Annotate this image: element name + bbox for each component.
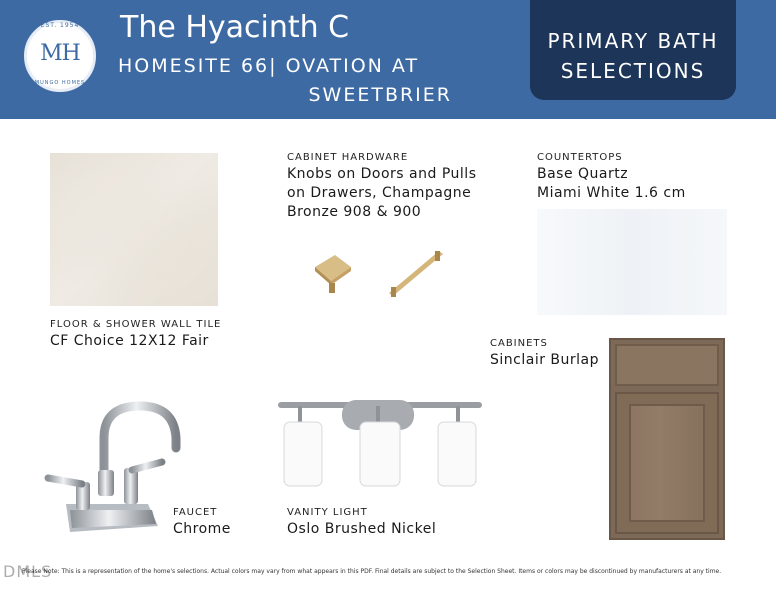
floor-tile-caption: FLOOR & SHOWER WALL TILE (50, 319, 222, 330)
hardware-line-2: on Drawers, Champagne (287, 185, 472, 201)
page-subtitle (118, 52, 452, 110)
logo-est: EST. 1954 (40, 22, 80, 29)
countertops-caption: COUNTERTOPS (537, 152, 623, 163)
page-title: The Hyacinth C (120, 10, 350, 45)
faucet-icon (40, 398, 190, 538)
section-badge-text (530, 26, 736, 86)
quartz-swatch (537, 209, 727, 315)
countertops-line-2: Miami White 1.6 cm (537, 185, 686, 201)
cabinet-drawer (615, 344, 719, 386)
cabinet-door-panel (629, 404, 705, 522)
hardware-line-1: Knobs on Doors and Pulls (287, 166, 477, 182)
disclaimer-note: Please Note: This is a representation of the home's selections. Actual colors may vary from what appears in this PDF. Final details are subject to the Selection Sheet. Items or colors may be discontinued by manufacturers at any time. (22, 568, 722, 575)
cabinets-value: Sinclair Burlap (490, 352, 599, 368)
floor-tile-value: CF Choice 12X12 Fair (50, 333, 209, 349)
logo-brand: MUNGO HOMES (34, 80, 86, 86)
vanity-light-caption: VANITY LIGHT (287, 507, 368, 518)
faucet-value: Chrome (173, 521, 231, 537)
logo-monogram: MH (40, 41, 80, 66)
hardware-line-3: Bronze 908 & 900 (287, 204, 422, 220)
vanity-light-value: Oslo Brushed Nickel (287, 521, 437, 537)
vanity-light-icon (278, 398, 484, 490)
subtitle-line-2: SWEETBRIER (308, 84, 452, 106)
knob-icon (315, 255, 351, 293)
pull-icon (389, 251, 443, 297)
cabinets-caption: CABINETS (490, 338, 548, 349)
hardware-caption: CABINET HARDWARE (287, 152, 409, 163)
hardware-image (305, 245, 455, 305)
badge-line-2: SELECTIONS (560, 59, 706, 83)
badge-line-1: PRIMARY BATH (547, 29, 719, 53)
countertops-line-1: Base Quartz (537, 166, 629, 182)
floor-tile-swatch (50, 153, 218, 306)
mls-watermark: DMLS (3, 562, 53, 581)
subtitle-line-1: HOMESITE 66| OVATION AT (118, 55, 420, 77)
faucet-caption: FAUCET (173, 507, 218, 518)
